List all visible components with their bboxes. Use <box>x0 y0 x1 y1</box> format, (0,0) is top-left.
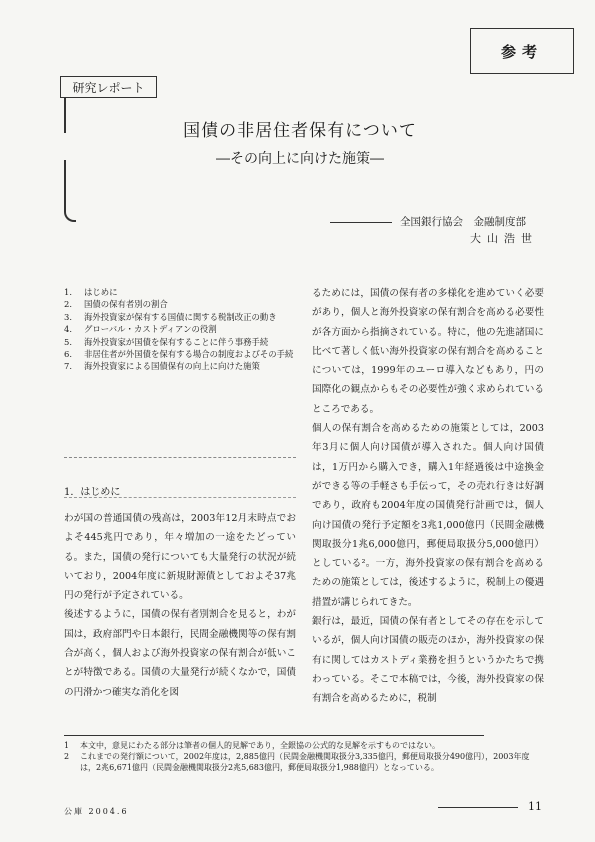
toc-item: 4. グローバル・カストディアンの役割 <box>64 324 217 335</box>
author: 大山浩世 <box>470 232 538 245</box>
footnote: 1 本文中，意見にわたる部分は筆者の個人的見解であり，全銀協の公式的な見解を示すものではない。 <box>64 741 440 750</box>
paragraph: るためには，国債の保有者の多様化を進めていく必要があり，個人と海外投資家の保有割合を高める必要性が各方面から指摘されている。特に，他の先進諸国に比べて著しく低い海外投資家の保有割合を高めることについては，1999年のユーロ導入などもあり，円の国際化の観点からもその必要性が強く求められているところである。 <box>312 288 544 415</box>
journal-label: 公庫 2004.6 <box>64 807 129 816</box>
reference-label: 参考 <box>470 28 574 74</box>
page-subtitle: ―その向上に向けた施策― <box>216 151 384 167</box>
table-of-contents <box>64 286 296 373</box>
toc-item: 1. はじめに <box>64 287 118 297</box>
section-heading: 1．はじめに <box>64 487 121 498</box>
toc-item: 2. 国債の保有者別の割合 <box>64 299 168 310</box>
organization-rule <box>330 222 392 223</box>
paragraph: 後述するように，国債の保有者別割合を見ると，わが国は，政府部門や日本銀行，民間金融機関等の保有割合が高く，個人および海外投資家の保有割合が低いことが特徴である。国債の大量発行が続くなかで，国債の円滑かつ確実な消化を図 <box>64 609 296 698</box>
footnote: 2 これまでの発行額について，2002年度は，2,885億円（民間金融機関取扱分3,335億円，郵便局取扱分490億円），2003年度は，2兆6,671億円（民間金融機関取扱分2兆5,683億円，郵便局取扱分1,988億円）となっている。 <box>64 752 530 772</box>
page-number: 11 <box>528 800 542 813</box>
paragraph: 銀行は，最近，国債の保有者としてその存在を示しているが，個人向け国債の販売のほか，海外投資家の保有に関してはカストディ業務を担うというかたちで携わっている。そこで本稿では，今後，海外投資家の保有割合を高めるために，税制 <box>312 616 544 705</box>
paragraph: わが国の普通国債の残高は，2003年12月末時点でおよそ445兆円であり，年々増加の一途をたどっている。また，国債の発行についても大量発行の状況が続いており，2004年度に新規財源債としておよそ37兆円の発行が予定されている。 <box>64 513 296 602</box>
report-tag: 研究レポート <box>60 76 157 98</box>
toc-item: 6. 非居住者が外国債を保有する場合の制度およびその手続 <box>64 349 294 360</box>
toc-item: 5. 海外投資家が国債を保有することに伴う事務手続 <box>64 336 269 347</box>
title-bracket-bottom <box>64 160 76 222</box>
page-title: 国債の非居住者保有について <box>183 121 417 141</box>
left-column <box>64 509 296 702</box>
footnote-rule <box>64 735 484 736</box>
footnotes <box>64 740 544 773</box>
section-divider <box>64 497 296 498</box>
page-number-rule <box>438 807 518 808</box>
toc-item: 7. 海外投資家による国債保有の向上に向けた施策 <box>64 361 260 372</box>
paragraph: 個人の保有割合を高めるための施策としては，2003年3月に個人向け国債が導入された。個人向け国債は，1万円から購入でき，購入1年経過後は中途換金ができる等の手軽さも手伝って，その売れ行きは好調であり，政府も2004年度の国債発行計画では，個人向け国債の発行予定額を3兆1,000億円（民間金融機関取扱分1兆6,000億円，郵便局取扱分5,000億円）としている²。一方，海外投資家の保有割合を高めるための施策としては，後述するように，税制上の優遇措置が講じられてきた。 <box>312 423 544 608</box>
organization: 全国銀行協会 金融制度部 <box>400 216 526 228</box>
right-column <box>312 284 544 709</box>
title-bracket-top <box>64 97 66 133</box>
toc-item: 3. 海外投資家が保有する国債に関する税制改正の動き <box>64 311 277 322</box>
toc-divider <box>64 457 296 458</box>
